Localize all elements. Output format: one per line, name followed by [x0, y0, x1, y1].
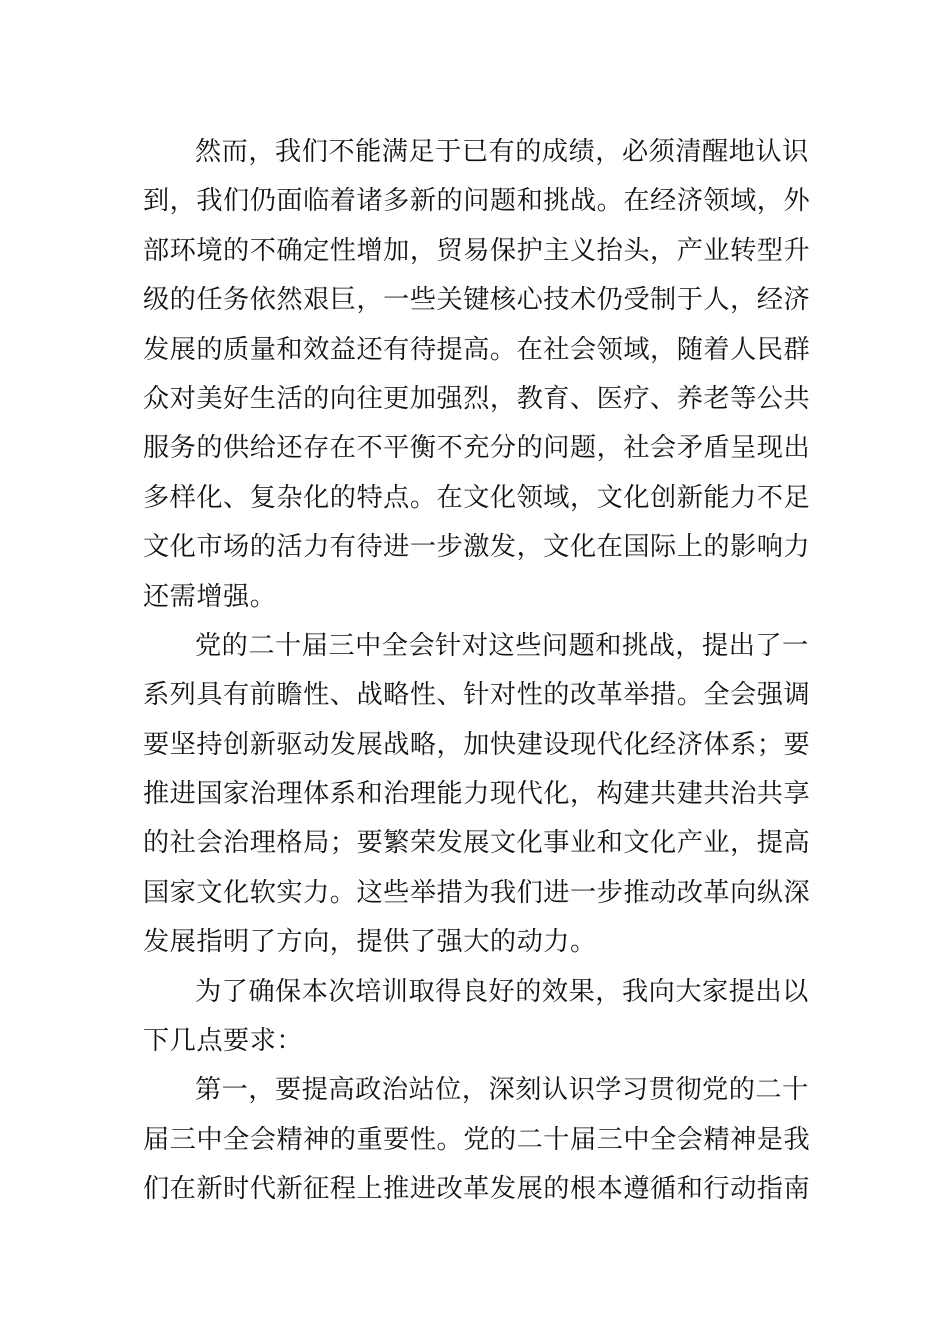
text-line: 还需增强。 — [143, 581, 277, 612]
text-line: 党的二十届三中全会针对这些问题和挑战，提出了一 — [195, 630, 809, 661]
text-line: 到，我们仍面临着诸多新的问题和挑战。在经济领域，外 — [143, 186, 811, 217]
document-body — [143, 128, 811, 1215]
text-line: 多样化、复杂化的特点。在文化领域，文化创新能力不足 — [143, 482, 811, 513]
text-line: 为了确保本次培训取得良好的效果，我向大家提出以 — [195, 976, 809, 1007]
text-line: 发展指明了方向，提供了强大的动力。 — [143, 927, 597, 958]
text-line: 下几点要求： — [143, 1026, 304, 1057]
text-line: 第一，要提高政治站位，深刻认识学习贯彻党的二十 — [195, 1075, 809, 1106]
paragraph-requirements-intro — [143, 968, 807, 1067]
text-line: 发展的质量和效益还有待提高。在社会领域，随着人民群 — [143, 334, 811, 365]
paragraph-reform-measures — [143, 622, 811, 968]
text-line: 服务的供给还存在不平衡不充分的问题，社会矛盾呈现出 — [143, 433, 811, 464]
text-line: 然而，我们不能满足于已有的成绩，必须清醒地认识 — [195, 137, 809, 167]
text-line: 们在新时代新征程上推进改革发展的根本遵循和行动指南 — [143, 1174, 811, 1205]
text-line: 文化市场的活力有待进一步激发，文化在国际上的影响力 — [143, 532, 811, 563]
text-line: 众对美好生活的向往更加强烈，教育、医疗、养老等公共 — [143, 383, 811, 414]
text-line: 国家文化软实力。这些举措为我们进一步推动改革向纵深 — [143, 877, 811, 908]
text-line: 的社会治理格局；要繁荣发展文化事业和文化产业，提高 — [143, 828, 811, 859]
text-line: 系列具有前瞻性、战略性、针对性的改革举措。全会强调 — [143, 680, 811, 711]
text-line: 级的任务依然艰巨，一些关键核心技术仍受制于人，经济 — [143, 285, 811, 316]
text-line: 推进国家治理体系和治理能力现代化，构建共建共治共享 — [143, 779, 811, 810]
text-line: 要坚持创新驱动发展战略，加快建设现代化经济体系；要 — [143, 729, 811, 760]
text-line: 部环境的不确定性增加，贸易保护主义抬头，产业转型升 — [143, 235, 811, 266]
paragraph-requirement-one — [143, 1066, 811, 1214]
text-line: 届三中全会精神的重要性。党的二十届三中全会精神是我 — [143, 1124, 811, 1155]
paragraph-challenges — [143, 128, 811, 622]
